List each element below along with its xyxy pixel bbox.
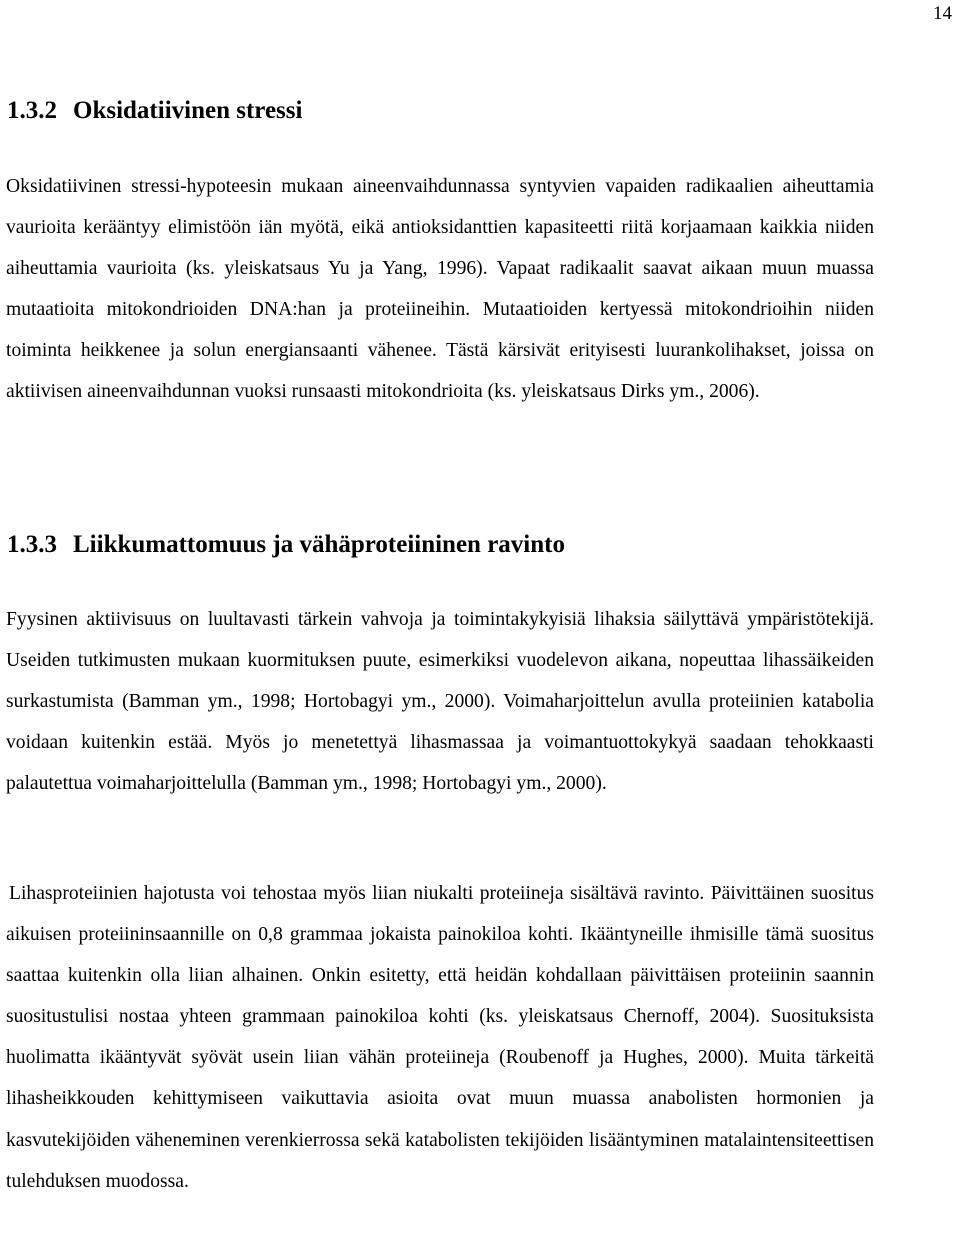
paragraph-fyysinen-aktiivisuus: Fyysinen aktiivisuus on luultavasti tärkein vahvoja ja toimintakykyisiä lihaksia säilyttävä ympäristötekijä. Useiden tutkimusten mukaan kuormituksen puute, esimerkiksi vuodelevon aikana, nopeuttaa lihassäikeiden surkastumista (Bamman ym., 1998; Hortobagyi ym., 2000). Voimaharjoittelun avulla proteiinien katabolia voidaan kuitenkin estää. Myös jo menetettyä lihasmassaa ja voimantuottokykyä saadaan tehokkaasti palautettua voimaharjoittelulla (Bamman ym., 1998; Hortobagyi ym., 2000). [6,609,874,795]
section-number: 1.3.2 [7,97,57,124]
section-heading-oksidatiivinen-stressi [7,96,302,126]
section-title: Oksidatiivinen stressi [73,97,303,124]
paragraph-oksidatiivinen-stressi: Oksidatiivinen stressi-hypoteesin mukaan aineenvaihdunnassa syntyvien vapaiden radikaalien aiheuttamia vaurioita kerääntyy elimistöön iän myötä, eikä antioksidanttien kapasiteetti riitä korjaamaan kaikkia niiden aiheuttamia vaurioita (ks. yleiskatsaus Yu ja Yang, 1996). Vapaat radikaalit saavat aikaan muun muassa mutaatioita mitokondrioiden DNA:han ja proteiineihin. Mutaatioiden kertyessä mitokondrioihin niiden toiminta heikkenee ja solun energiansaanti vähenee. Tästä kärsivät erityisesti luurankolihakset, joissa on aktiivisen aineenvaihdunnan vuoksi runsaasti mitokondrioita (ks. yleiskatsaus Dirks ym., 2006). [6,176,874,403]
page-number: 14 [933,3,952,24]
section-heading-liikkumattomuus [7,530,565,560]
section-title: Liikkumattomuus ja vähäproteiininen ravinto [73,531,565,558]
section-number: 1.3.3 [7,531,57,558]
paragraph-lihasproteiinien-hajotus: Lihasproteiinien hajotusta voi tehostaa myös liian niukalti proteiineja sisältävä ravinto. Päivittäinen suositus aikuisen proteiininsaannille on 0,8 grammaa jokaista painokiloa kohti. Ikääntyneille ihmisille tämä suositus saattaa kuitenkin olla liian alhainen. Onkin esitetty, että heidän kohdallaan päivittäisen proteiinin saannin suositustulisi nostaa yhteen grammaan painokiloa kohti (ks. yleiskatsaus Chernoff, 2004). Suosituksista huolimatta ikääntyvät syövät usein liian vähän proteiineja (Roubenoff ja Hughes, 2000). Muita tärkeitä lihasheikkouden kehittymiseen vaikuttavia asioita ovat muun muassa anabolisten hormonien ja kasvutekijöiden väheneminen verenkierrossa sekä katabolisten tekijöiden lisääntyminen matalaintensiteettisen tulehduksen muodossa. [6,883,874,1192]
